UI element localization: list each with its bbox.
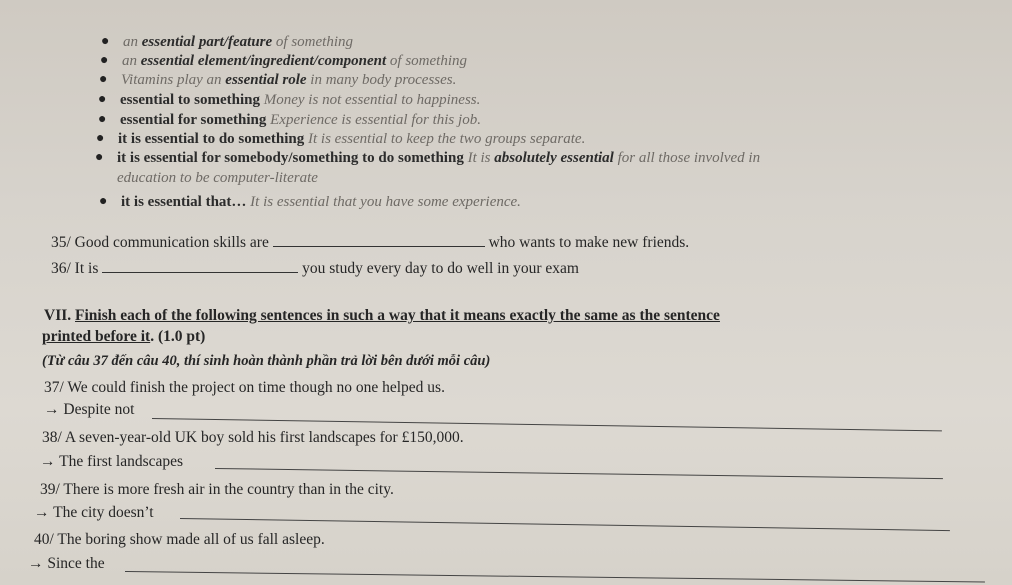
bullet-item: ● it is essential for somebody/something to do something It is absolutely essential for all those involved in [95,150,761,166]
arrow-right-icon: → [34,504,50,521]
question-37: 37/ We could finish the project on time though no one helped us. [44,379,445,396]
question-35: 35/ Good communication skills are who wants to make new friends. [51,234,690,251]
question-39: 39/ There is more fresh air in the country than in the city. [40,481,394,498]
answer-blank-40[interactable] [125,571,985,583]
bullet-item: ● it is essential to do something It is essential to keep the two groups separate. [96,131,586,147]
bullet-continuation: education to be computer-literate [117,170,318,186]
bullet-icon: ● [100,53,109,68]
bullet-item: ● an essential part/feature of something [101,34,354,50]
bullet-item: ● it is essential that… It is essential that you have some experience. [99,194,521,210]
question-38: 38/ A seven-year-old UK boy sold his first landscapes for £150,000. [42,429,464,446]
answer-line-38: → The first landscapes [40,453,184,470]
answer-blank[interactable] [273,234,485,247]
bullet-item: ● Vitamins play an essential role in many body processes. [99,72,457,88]
answer-line-37: → Despite not [44,401,135,418]
answer-line-39: → The city doesn’t [34,504,154,521]
arrow-right-icon: → [44,401,60,418]
bullet-icon: ● [96,131,105,146]
answer-blank-38[interactable] [215,468,943,479]
bullet-item: ● essential to something Money is not essential to happiness. [98,92,481,108]
arrow-right-icon: → [28,555,44,572]
arrow-right-icon: → [40,453,56,470]
bullet-icon: ● [101,34,110,49]
question-36: 36/ It is you study every day to do well in your exam [51,260,579,277]
section-subtitle: (Từ câu 37 đến câu 40, thí sinh hoàn thành phần trả lời bên dưới mỗi câu) [42,353,491,369]
bullet-item: ● an essential element/ingredient/component of something [100,53,468,69]
section-title-continuation: printed before it. (1.0 pt) [42,328,206,345]
section-title: VII. Finish each of the following sentences in such a way that it means exactly the same as the sentence [44,307,720,324]
answer-line-40: → Since the [28,555,105,572]
bullet-item: ● essential for something Experience is essential for this job. [98,112,481,128]
bullet-icon: ● [99,72,108,87]
bullet-icon: ● [99,194,108,209]
answer-blank[interactable] [102,260,298,273]
question-40: 40/ The boring show made all of us fall asleep. [34,531,325,548]
bullet-icon: ● [95,150,104,165]
bullet-icon: ● [98,92,107,107]
bullet-icon: ● [98,112,107,127]
